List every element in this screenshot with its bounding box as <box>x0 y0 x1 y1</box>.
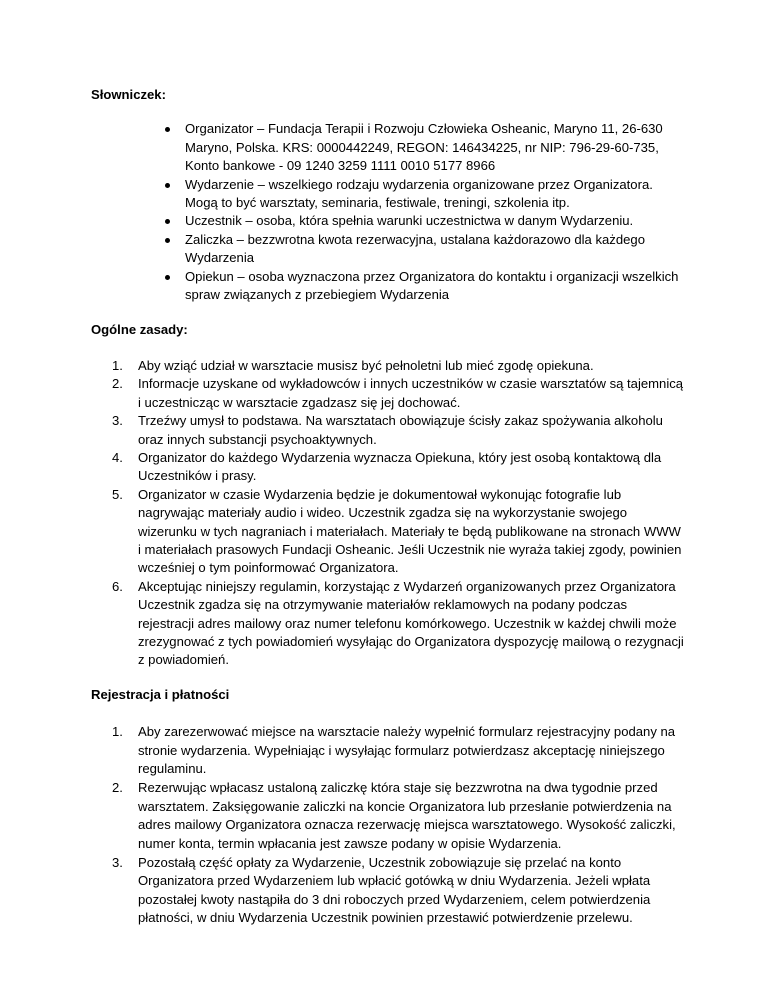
item-number: 1. <box>112 357 123 373</box>
item-number: 2. <box>112 376 123 392</box>
glossary-item-text: Zaliczka – bezzwrotna kwota rezerwacyjna, ustalana każdorazowo dla każdego Wydarzenia <box>185 231 645 266</box>
rule-text: Trzeźwy umysł to podstawa. Na warsztatach obowiązuje ścisły zakaz spożywania alkoholu oraz innych substancji psychoaktywnych. <box>138 413 663 447</box>
list-item <box>112 449 684 486</box>
general-rules-list <box>112 357 684 670</box>
list-item <box>112 357 684 375</box>
registration-list <box>112 723 684 927</box>
list-item <box>185 176 685 213</box>
item-number: 2. <box>112 780 123 796</box>
bullet-icon <box>165 275 170 280</box>
bullet-icon <box>165 238 170 243</box>
registration-text: Aby zarezerwować miejsce na warsztacie należy wypełnić formularz rejestracyjny podany na stronie wydarzenia. Wypełniając i wysyłając formularz potwierdzasz akceptację niniejszego regulaminu. <box>138 724 676 776</box>
rule-text: Organizator do każdego Wydarzenia wyznacza Opiekuna, który jest osobą kontaktową dla Uczestników i prasy. <box>138 449 662 484</box>
glossary-item-text: Organizator – Fundacja Terapii i Rozwoju Człowieka Osheanic, Maryno 11, 26-630 Maryno, Polska. KRS: 0000442249, REGON: 146434225, nr NIP: 796-29-60-735, Konto bankowe - 09 1240 3259 1111 0010 5177 8966 <box>185 121 663 174</box>
glossary-item-text: Opiekun – osoba wyznaczona przez Organizatora do kontaktu i organizacji wszelkich spraw związanych z przebiegiem Wydarzenia <box>185 268 679 303</box>
glossary-item-text: Uczestnik – osoba, która spełnia warunki uczestnictwa w danym Wydarzeniu. <box>185 213 634 229</box>
list-item <box>112 412 684 449</box>
list-item <box>112 779 684 853</box>
list-item <box>112 723 684 778</box>
item-number: 4. <box>112 449 123 465</box>
registration-text: Rezerwując wpłacasz ustaloną zaliczkę która staje się bezzwrotna na dwa tygodnie przed warsztatem. Zaksięgowanie zaliczki na koncie Organizatora lub przesłanie potwierdzenia na adres mailowy Organizatora oznacza rezerwację miejsca warsztatowego. Wysokość zaliczki, numer konta, termin wpłacania jest zawsze podany w opisie Wydarzenia. <box>138 780 676 851</box>
list-item <box>185 231 685 268</box>
item-number: 3. <box>112 413 123 429</box>
list-item <box>185 120 685 175</box>
item-number: 6. <box>112 578 123 594</box>
general-rules-title: Ogólne zasady: <box>91 322 188 338</box>
glossary-item-text: Wydarzenie – wszelkiego rodzaju wydarzenia organizowane przez Organizatora. Mogą to być warsztaty, seminaria, festiwale, treningi, szkolenia itp. <box>185 176 653 211</box>
glossary-title: Słowniczek: <box>91 87 166 102</box>
bullet-icon <box>165 219 170 224</box>
item-number: 1. <box>112 724 123 740</box>
registration-title: Rejestracja i płatności <box>91 686 230 702</box>
item-number: 5. <box>112 486 123 502</box>
list-item <box>112 375 684 412</box>
rule-text: Aby wziąć udział w warsztacie musisz być pełnoletni lub mieć zgodę opiekuna. <box>138 357 594 373</box>
glossary-list <box>185 120 685 304</box>
list-item <box>112 486 684 578</box>
list-item <box>112 578 684 670</box>
rule-text: Informacje uzyskane od wykładowców i innych uczestników w czasie warsztatów są tajemnicą i uczestnicząc w warsztacie zgadzasz się jej dochować. <box>138 376 684 410</box>
list-item <box>185 212 685 230</box>
list-item <box>112 854 684 928</box>
list-item <box>185 268 685 305</box>
rule-text: Organizator w czasie Wydarzenia będzie je dokumentował wykonując fotografie lub nagrywając materiały audio i wideo. Uczestnik zgadza się na wykorzystanie swojego wizerunku w tych nagraniach i materiałach. Materiały te będą publikowane na stronach WWW i materiałach prasowych Fundacji Osheanic. Jeśli Uczestnik nie wyraża takiej zgody, powinien wcześniej o tym poinformować Organizatora. <box>138 486 682 576</box>
bullet-icon <box>165 183 170 188</box>
bullet-icon <box>165 127 170 132</box>
registration-text: Pozostałą część opłaty za Wydarzenie, Uczestnik zobowiązuje się przelać na konto Organizatora przed Wydarzeniem lub wpłacić gotówką w dniu Wydarzenia. Jeżeli wpłata pozostałej kwoty nastąpiła do 3 dni roboczych przed Wydarzeniem, celem potwierdzenia płatności, w dniu Wydarzenia Uczestnik powinien przestawić potwierdzenie przelewu. <box>138 855 651 926</box>
document-content <box>91 86 691 929</box>
item-number: 3. <box>112 855 123 871</box>
rule-text: Akceptując niniejszy regulamin, korzystając z Wydarzeń organizowanych przez Organizatora Uczestnik zgadza się na otrzymywanie materiałów reklamowych na podany podczas rejestracji adres mailowy oraz numer telefonu komórkowego. Uczestnik w każdej chwili może zrezygnować z tych powiadomień wysyłając do Organizatora dyspozycję mailową o rezygnacji z powiadomień. <box>138 578 684 668</box>
